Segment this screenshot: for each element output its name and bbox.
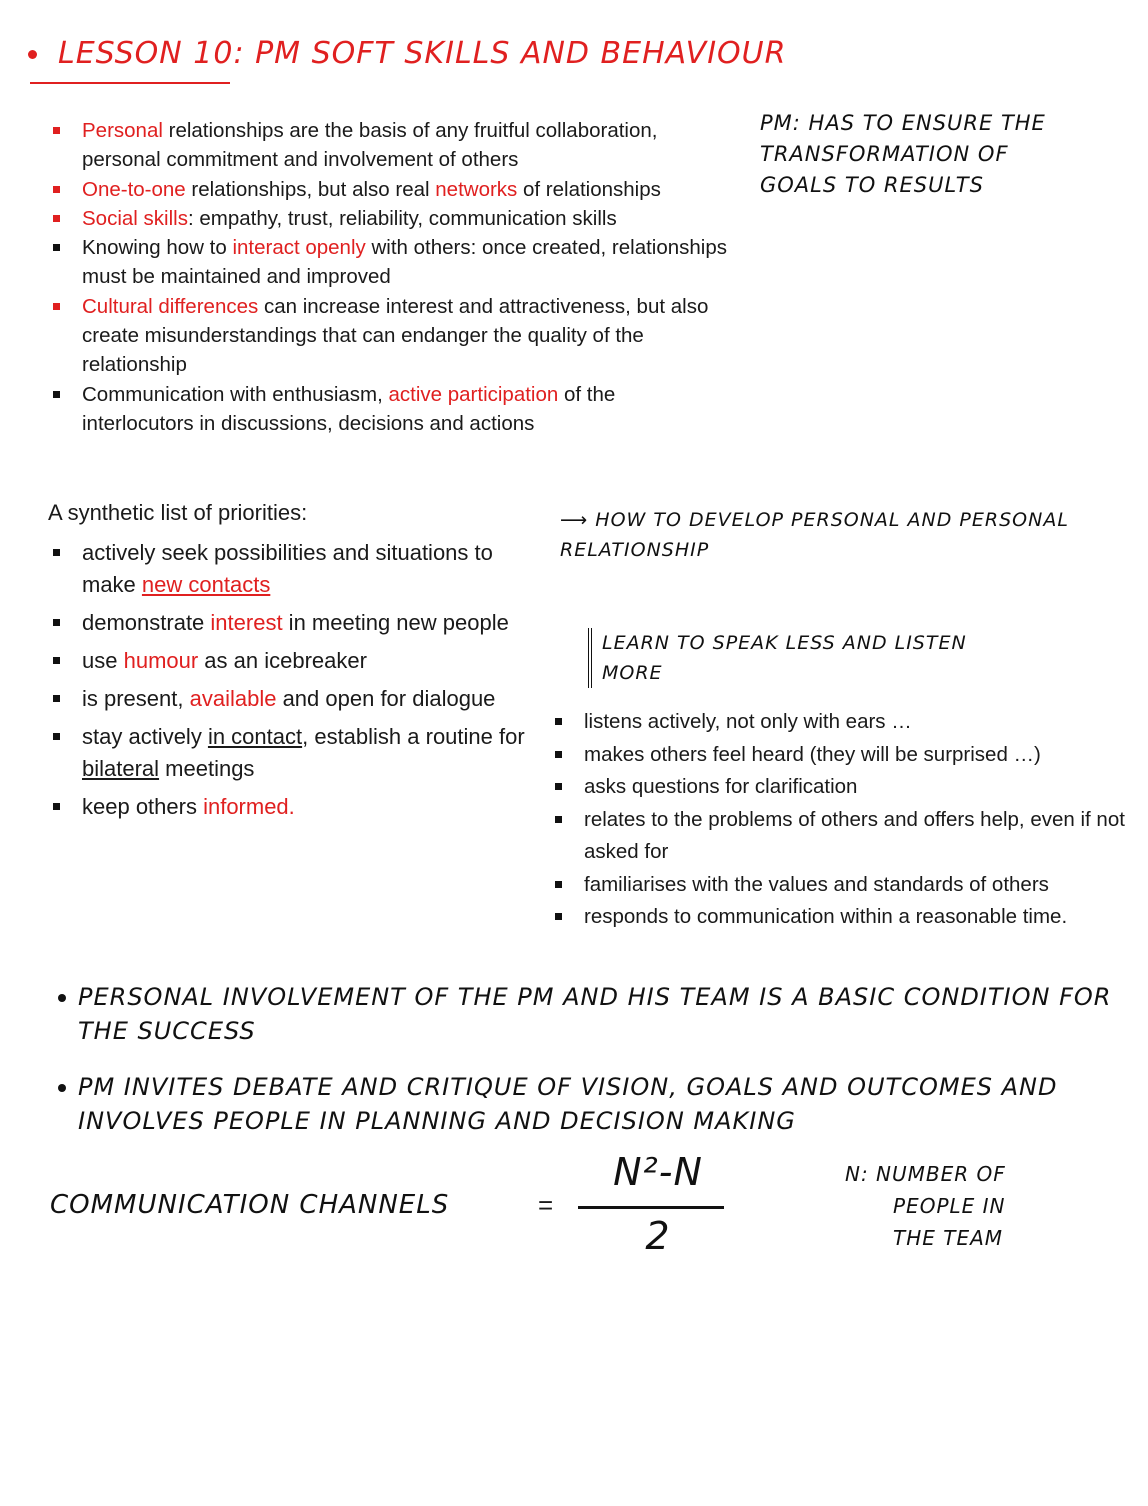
listening-item: asks questions for clarification [550,771,1140,804]
hand-note-text: PERSONAL INVOLVEMENT OF THE PM AND HIS TEAM IS A BASIC CONDITION FOR THE SUCCESS [78,983,1112,1045]
list-text: stay actively [82,724,208,749]
highlighted-text: active participation [388,382,559,406]
list-text: is present, [82,686,190,711]
list-item [48,116,728,175]
list-text: relationships, but also real [185,177,436,201]
highlighted-text: humour [123,648,199,673]
highlighted-text: informed. [203,794,295,819]
hand-note-involvement [60,980,1120,1048]
listening-list [550,706,1140,934]
highlighted-text: Cultural differences [82,294,259,318]
title-underline [30,82,230,84]
highlighted-text: interest [210,610,283,635]
hand-bullet [58,994,66,1002]
listening-item: listens actively, not only with ears … [550,706,1140,739]
formula-equals: = [538,1190,554,1220]
priority-item [48,645,548,677]
list-text: use [82,648,124,673]
listening-item: familiarises with the values and standards of others [550,869,1140,902]
arrow-icon: ⟶ [560,509,596,531]
highlighted-text: interact openly [232,236,366,260]
list-text: in contact [207,724,303,749]
list-text: demonstrate [82,610,211,635]
fraction-bar [578,1206,724,1209]
arrow-note [560,505,1080,565]
list-text: of the interlocutors in discussions, decisions and actions [82,382,616,435]
formula-note [845,1158,1105,1254]
list-text: Knowing how to [82,236,233,260]
list-item [48,175,728,204]
hand-bullet [58,1084,66,1092]
priority-item [48,607,548,639]
priorities-heading: A synthetic list of priorities: [48,500,308,525]
formula-note-line: N: NUMBER OF [845,1162,1006,1186]
highlighted-text: Social skills [82,206,188,230]
list-text: relationships are the basis of any fruitful collaboration, personal commitment and involvement of others [82,119,658,172]
listening-item: responds to communication within a reasonable time. [550,901,1140,934]
formula-denominator: 2 [645,1214,671,1258]
list-item [48,204,728,233]
list-item [48,380,728,439]
highlighted-text: new contacts [141,572,271,597]
highlighted-text: One-to-one [82,177,186,201]
list-item [48,292,728,380]
arrow-note-text: HOW TO DEVELOP PERSONAL AND PERSONAL RELATIONSHIP [560,509,1069,561]
list-text: in meeting new people [282,610,509,635]
priority-item [48,791,548,823]
title-bullet [28,50,37,59]
list-text: keep others [82,794,204,819]
priority-item [48,721,548,785]
list-text: Communication with enthusiasm, [82,382,389,406]
listening-item: makes others feel heard (they will be surprised …) [550,739,1140,772]
pm-handwritten-note: PM: HAS TO ENSURE THE TRANSFORMATION OF GOALS TO RESULTS [760,111,1046,197]
priority-item [48,683,548,715]
list-text: : empathy, trust, reliability, communication skills [187,206,617,230]
list-text: of relationships [517,177,661,201]
list-text: and open for dialogue [276,686,496,711]
relationships-list [48,116,728,438]
formula-note-line: THE TEAM [893,1226,1004,1250]
priority-item [48,537,548,601]
list-text: bilateral [82,756,160,781]
hand-note-text: PM INVITES DEBATE AND CRITIQUE OF VISION, GOALS AND OUTCOMES AND INVOLVES PEOPLE IN PLANNING AND DECISION MAKING [78,1073,1058,1135]
hand-note-debate [60,1070,1130,1138]
list-text: meetings [159,756,255,781]
list-text: can increase interest and attractiveness, but also create misunderstandings that can endanger the quality of the relationship [82,294,709,377]
list-text: with others: once created, relationships must be maintained and improved [82,236,728,289]
page-title: LESSON 10: PM SOFT SKILLS AND BEHAVIOUR [58,36,787,71]
highlighted-text: Personal [82,119,163,142]
formula-numerator: N²-N [613,1150,703,1194]
listening-item: relates to the problems of others and offers help, even if not asked for [550,804,1140,869]
list-text: , establish a routine for [302,724,525,749]
list-text: actively seek possibilities and situations to make [82,540,493,597]
highlighted-text: networks [435,177,518,201]
list-item [48,233,728,292]
highlighted-text: available [189,686,277,711]
listen-note: LEARN TO SPEAK LESS AND LISTEN MORE [588,628,1022,688]
list-text: as an icebreaker [198,648,367,673]
formula-note-line: PEOPLE IN [893,1194,1006,1218]
priorities-list [48,537,548,829]
formula-label: COMMUNICATION CHANNELS [50,1190,450,1220]
